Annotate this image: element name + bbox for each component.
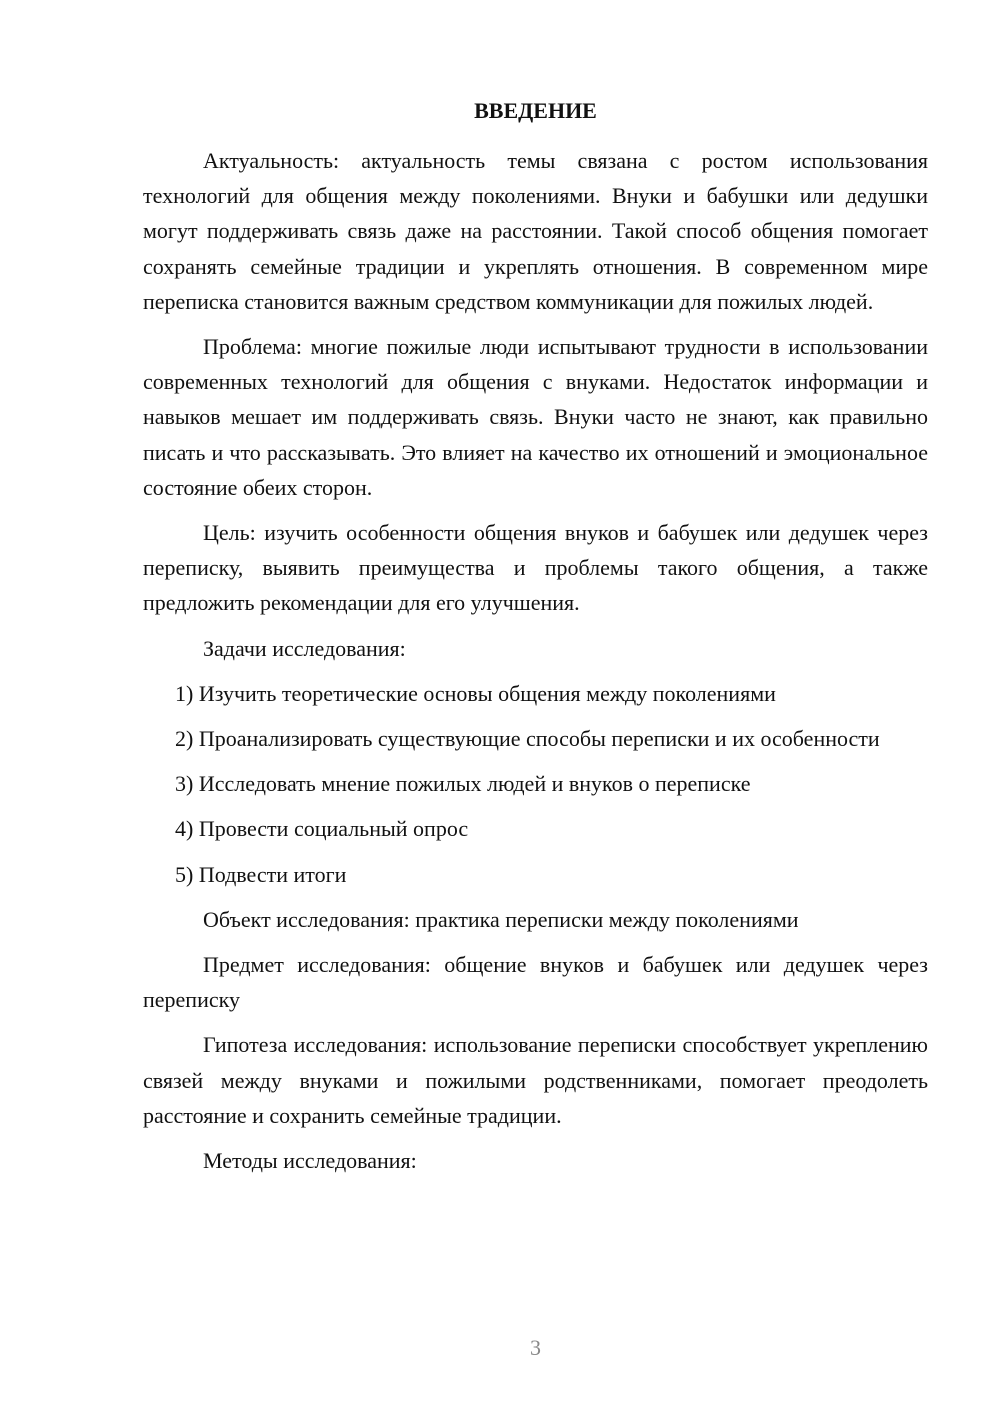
document-body bbox=[143, 143, 928, 1188]
paragraph-hypothesis: Гипотеза исследования: использование переписки способствует укреплению связей между внуками и пожилыми родственниками, помогает преодолеть расстояние и сохранить семейные традиции. bbox=[143, 1032, 928, 1128]
task-item-3: 3) Исследовать мнение пожилых людей и внуков о переписке bbox=[175, 771, 751, 797]
paragraph-goal: Цель: изучить особенности общения внуков и бабушек или дедушек через переписку, выявить преимущества и проблемы такого общения, а также предложить рекомендации для его улучшения. bbox=[143, 520, 928, 616]
task-item-5: 5) Подвести итоги bbox=[175, 861, 347, 887]
document-page bbox=[143, 0, 928, 1414]
page-title: ВВЕДЕНИЕ bbox=[474, 98, 597, 123]
paragraph-relevance: Актуальность: актуальность темы связана с ростом использования технологий для общения между поколениями. Внуки и бабушки или дедушки могут поддерживать связь даже на расстоянии. Такой способ общения помогает сохранять семейные традиции и укреплять отношения. В современном мире переписка становится важным средством коммуникации для пожилых людей. bbox=[143, 148, 928, 314]
paragraph-subject: Предмет исследования: общение внуков и бабушек или дедушек через переписку bbox=[143, 952, 928, 1013]
paragraph-problem: Проблема: многие пожилые люди испытывают трудности в использовании современных технологий для общения с внуками. Недостаток информации и навыков мешает им поддерживать связь. Внуки часто не знают, как правильно писать и что рассказывать. Это влияет на качество их отношений и эмоциональное состояние обеих сторон. bbox=[143, 334, 928, 500]
task-item-1: 1) Изучить теоретические основы общения между поколениями bbox=[175, 680, 776, 706]
paragraph-object: Объект исследования: практика переписки между поколениями bbox=[203, 906, 799, 932]
tasks-heading: Задачи исследования: bbox=[203, 635, 406, 661]
page-number: 3 bbox=[530, 1335, 541, 1360]
task-item-4: 4) Провести социальный опрос bbox=[175, 816, 469, 842]
paragraph-methods: Методы исследования: bbox=[203, 1148, 417, 1174]
task-item-2: 2) Проанализировать существующие способы переписки и их особенности bbox=[175, 726, 880, 752]
